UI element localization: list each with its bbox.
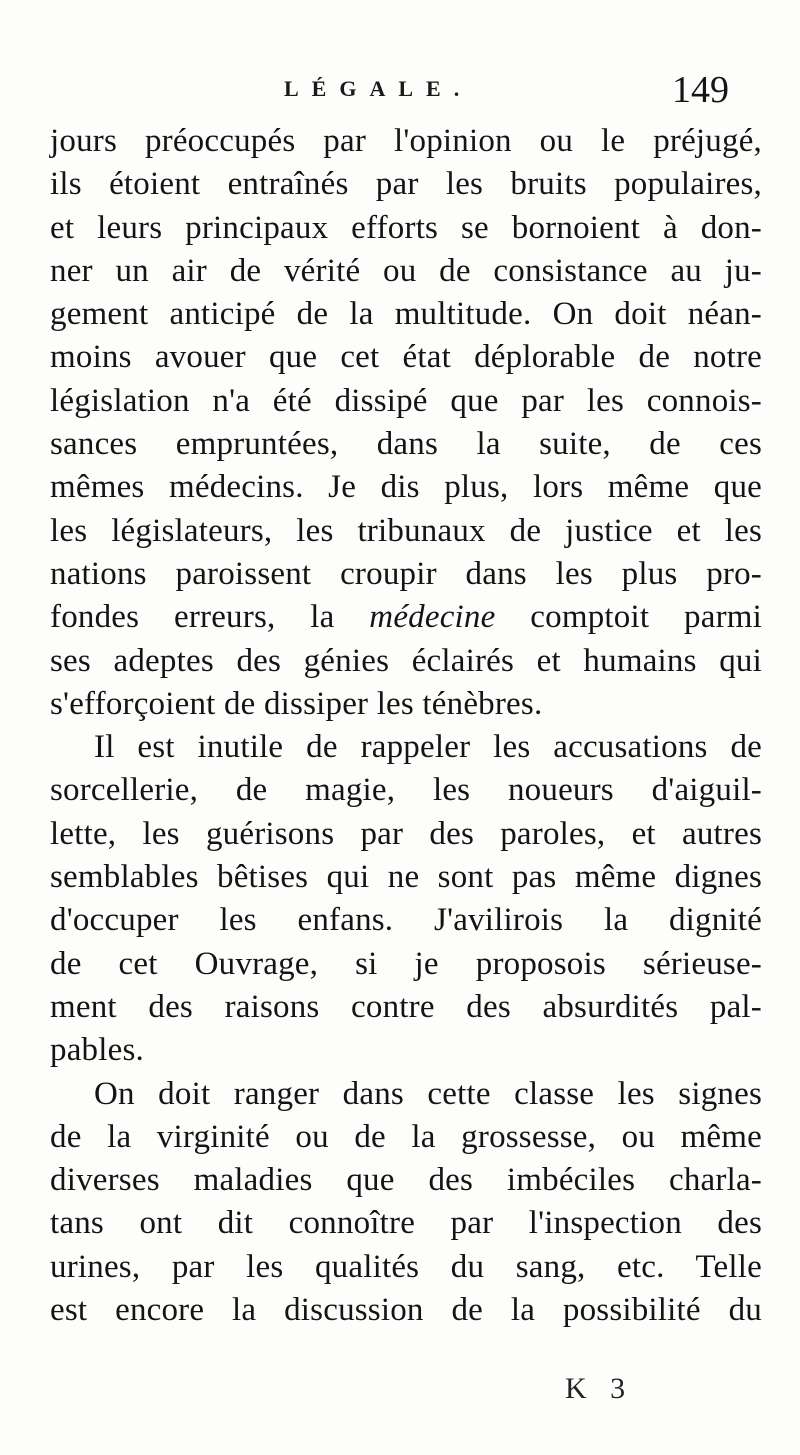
text-line: mêmes médecins. Je dis plus, lors même que bbox=[50, 469, 762, 506]
text-line: moins avouer que cet état déplorable de notre bbox=[50, 339, 762, 376]
text-line: législation n'a été dissipé que par les connois- bbox=[50, 382, 762, 419]
text-line: urines, par les qualités du sang, etc. Telle bbox=[50, 1248, 762, 1285]
text-line: gement anticipé de la multitude. On doit néan- bbox=[50, 296, 762, 333]
text-line: de la virginité ou de la grossesse, ou même bbox=[50, 1118, 762, 1155]
line-head: fondes erreurs, la bbox=[50, 599, 370, 636]
text-line: sorcellerie, de magie, les noueurs d'aiguil- bbox=[50, 772, 762, 809]
paragraph-start-line: On doit ranger dans cette classe les signes bbox=[94, 1075, 762, 1112]
body-text bbox=[50, 120, 762, 1332]
page-number: 149 bbox=[672, 69, 729, 111]
text-line: semblables bêtises qui ne sont pas même dignes bbox=[50, 859, 762, 896]
text-line-with-italic bbox=[50, 596, 762, 639]
text-line: pables. bbox=[50, 1032, 144, 1069]
text-line: ner un air de vérité ou de consistance au ju- bbox=[50, 252, 762, 289]
text-line: de cet Ouvrage, si je proposois sérieuse- bbox=[50, 945, 762, 982]
text-line: les législateurs, les tribunaux de justice et les bbox=[50, 512, 762, 549]
text-line: ses adeptes des génies éclairés et humains qui bbox=[50, 642, 762, 679]
text-line: jours préoccupés par l'opinion ou le préjugé, bbox=[50, 123, 762, 159]
text-line: ils étoient entraînés par les bruits populaires, bbox=[50, 166, 762, 203]
text-line: ment des raisons contre des absurdités pal- bbox=[50, 988, 762, 1025]
text-line: lette, les guérisons par des paroles, et autres bbox=[50, 815, 762, 852]
running-head: LÉGALE. bbox=[284, 76, 473, 101]
text-line: est encore la discussion de la possibilité du bbox=[50, 1292, 762, 1329]
text-line: diverses maladies que des imbéciles charla- bbox=[50, 1162, 762, 1199]
signature-mark: K 3 bbox=[565, 1372, 634, 1405]
text-line: s'efforçoient de dissiper les ténèbres. bbox=[50, 685, 543, 722]
italic-word: médecine bbox=[369, 599, 496, 636]
text-line: sances empruntées, dans la suite, de ces bbox=[50, 426, 762, 463]
text-line: tans ont dit connoître par l'inspection des bbox=[50, 1205, 762, 1242]
text-line: nations paroissent croupir dans les plus pro- bbox=[50, 555, 762, 592]
page-header bbox=[0, 70, 800, 120]
paragraph-start-line: Il est inutile de rappeler les accusations de bbox=[94, 729, 762, 766]
text-line: et leurs principaux efforts se bornoient à don- bbox=[50, 209, 762, 246]
line-tail: comptoit parmi bbox=[495, 599, 762, 636]
text-line: d'occuper les enfans. J'avilirois la dignité bbox=[50, 902, 762, 939]
